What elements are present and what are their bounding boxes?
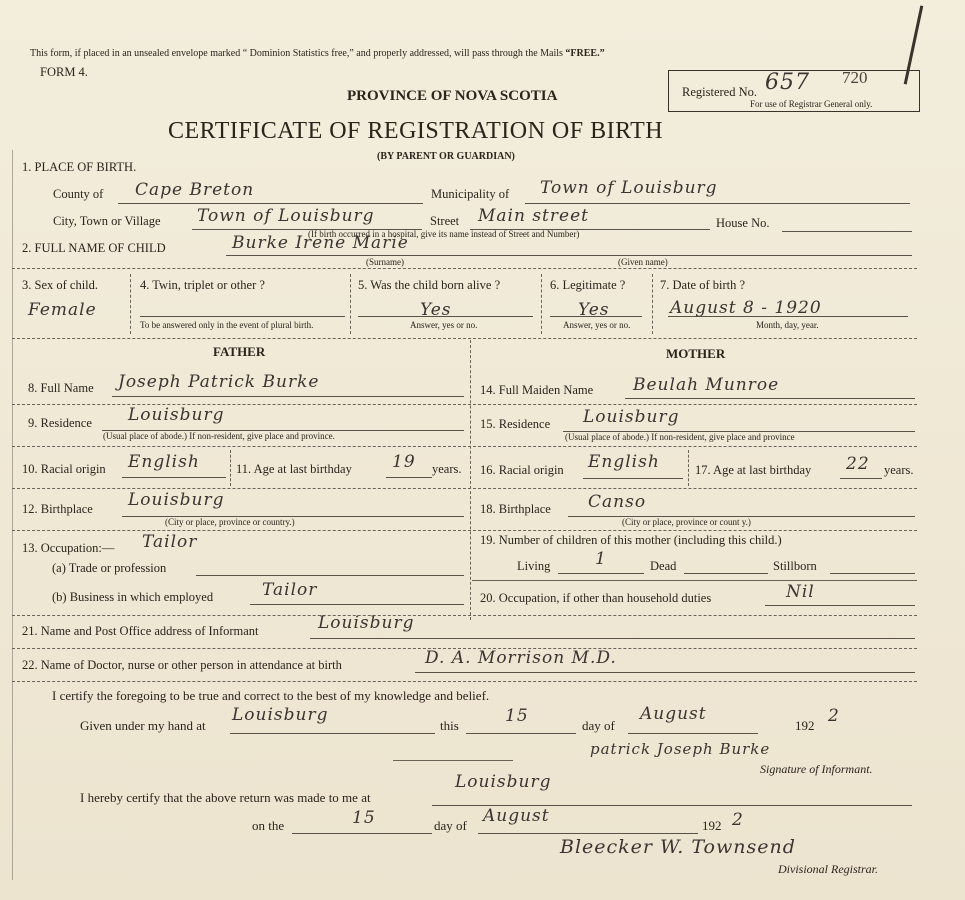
doctor-line xyxy=(415,672,915,673)
dob-value: August 8 - 1920 xyxy=(670,298,822,318)
document-title: CERTIFICATE OF REGISTRATION OF BIRTH xyxy=(168,118,664,144)
mother-name-value: Beulah Munroe xyxy=(633,375,780,395)
municipality-value: Town of Louisburg xyxy=(540,178,718,198)
father-birthplace-note: (City or place, province or country.) xyxy=(165,517,295,527)
mother-heading: MOTHER xyxy=(666,346,726,361)
postal-note-free: “FREE.” xyxy=(565,48,605,59)
stillborn-line xyxy=(830,573,915,574)
certify-text: I certify the foregoing to be true and correct to the best of my knowledge and belief. xyxy=(52,688,490,703)
mother-age-unit: years. xyxy=(884,463,914,477)
divider xyxy=(12,681,917,682)
children-label: 19. Number of children of this mother (including this child.) xyxy=(480,533,782,547)
house-line xyxy=(782,231,912,232)
on-the-label: on the xyxy=(252,818,285,833)
father-occupation-label: 13. Occupation:— xyxy=(22,541,115,555)
hospital-note: (If birth occurred in a hospital, give its name instead of Street and Number) xyxy=(308,229,580,239)
mother-occupation-label: 20. Occupation, if other than household duties xyxy=(480,591,712,605)
given-line xyxy=(230,733,435,734)
year-prefix: 192 xyxy=(795,718,815,733)
day-line xyxy=(466,733,576,734)
registrar-note: For use of Registrar General only. xyxy=(750,99,873,109)
registrar-signature: Bleecker W. Townsend xyxy=(560,836,796,858)
father-racial-label: 10. Racial origin xyxy=(22,462,106,476)
father-age-unit: years. xyxy=(432,462,462,476)
father-residence-label: 9. Residence xyxy=(28,416,92,430)
mother-age-label: 17. Age at last birthday xyxy=(695,463,812,477)
postal-note xyxy=(30,48,605,59)
house-label: House No. xyxy=(716,216,770,230)
divider xyxy=(12,446,917,447)
city-label: City, Town or Village xyxy=(53,214,161,228)
dob-note: Month, day, year. xyxy=(756,320,819,330)
trade-label: (a) Trade or profession xyxy=(52,561,167,575)
divider xyxy=(230,450,231,486)
divider xyxy=(12,615,917,616)
registrar-text: I hereby certify that the above return was made to me at xyxy=(80,790,371,805)
informant-value: Louisburg xyxy=(318,613,415,633)
divider xyxy=(470,340,471,620)
business-label: (b) Business in which employed xyxy=(52,590,214,604)
this-label: this xyxy=(440,718,459,733)
father-residence-note: (Usual place of abode.) If non-resident, give place and province. xyxy=(103,431,335,441)
father-age-value: 19 xyxy=(392,452,416,472)
alive-note: Answer, yes or no. xyxy=(410,320,478,330)
year-suffix: 2 xyxy=(828,706,840,726)
mother-age-line xyxy=(840,478,882,479)
living-line xyxy=(558,573,644,574)
sex-value: Female xyxy=(28,300,97,320)
registrar-caption: Divisional Registrar. xyxy=(778,862,879,876)
divider xyxy=(12,268,917,269)
informant-label: 21. Name and Post Office address of Informant xyxy=(22,624,259,638)
municipality-line xyxy=(525,203,910,204)
document-subtitle: (BY PARENT OR GUARDIAN) xyxy=(377,151,515,162)
child-name-label: 2. FULL NAME OF CHILD xyxy=(22,241,166,255)
doctor-value: D. A. Morrison M.D. xyxy=(425,648,617,668)
day-of-label: day of xyxy=(582,718,615,733)
county-value: Cape Breton xyxy=(135,180,255,200)
street-value: Main street xyxy=(478,206,589,226)
child-name-value: Burke Irene Marie xyxy=(232,233,409,253)
mother-residence-value: Louisburg xyxy=(583,407,680,427)
signature-rule xyxy=(393,760,513,761)
father-racial-line xyxy=(122,477,226,478)
alive-label: 5. Was the child born alive ? xyxy=(358,278,501,292)
province-heading: PROVINCE OF NOVA SCOTIA xyxy=(347,88,558,104)
county-line xyxy=(118,203,423,204)
given-label: Given under my hand at xyxy=(80,718,206,733)
alive-value: Yes xyxy=(420,300,452,320)
reg-year-suffix: 2 xyxy=(732,810,744,830)
business-value: Tailor xyxy=(262,580,318,600)
mother-occupation-value: Nil xyxy=(786,582,815,602)
sex-label: 3. Sex of child. xyxy=(22,278,99,292)
living-value: 1 xyxy=(595,549,607,569)
twin-note: To be answered only in the event of plural birth. xyxy=(140,320,314,330)
father-age-line xyxy=(386,477,432,478)
business-line xyxy=(250,604,464,605)
mother-age-value: 22 xyxy=(846,454,870,474)
divider xyxy=(350,274,351,334)
legit-value: Yes xyxy=(578,300,610,320)
father-residence-value: Louisburg xyxy=(128,405,225,425)
city-value: Town of Louisburg xyxy=(197,206,375,226)
month-value: August xyxy=(640,704,707,724)
divider xyxy=(541,274,542,334)
mother-racial-line xyxy=(583,478,683,479)
father-name-label: 8. Full Name xyxy=(28,381,94,395)
reg-day-line xyxy=(292,833,432,834)
mother-birthplace-value: Canso xyxy=(588,492,647,512)
stillborn-label: Stillborn xyxy=(773,559,817,573)
doctor-label: 22. Name of Doctor, nurse or other person in attendance at birth xyxy=(22,658,342,672)
father-occupation-value: Tailor xyxy=(142,532,198,552)
father-heading: FATHER xyxy=(213,344,266,359)
mother-occupation-line xyxy=(765,605,915,606)
mother-racial-value: English xyxy=(588,452,660,472)
left-border xyxy=(12,150,13,880)
street-label: Street xyxy=(430,214,460,228)
father-birthplace-value: Louisburg xyxy=(128,490,225,510)
place-of-birth-heading: 1. PLACE OF BIRTH. xyxy=(22,160,137,174)
mother-name-label: 14. Full Maiden Name xyxy=(480,383,594,397)
divider xyxy=(688,450,689,486)
divider xyxy=(472,580,917,581)
registered-number-extra: 720 xyxy=(842,68,868,87)
dob-line xyxy=(668,316,908,317)
divider xyxy=(12,488,917,489)
reg-day-of-label: day of xyxy=(434,818,467,833)
father-name-value: Joseph Patrick Burke xyxy=(118,372,320,392)
given-place: Louisburg xyxy=(232,705,329,725)
mother-residence-note: (Usual place of abode.) If non-resident, give place and province xyxy=(565,432,795,442)
dead-label: Dead xyxy=(650,559,677,573)
father-birthplace-label: 12. Birthplace xyxy=(22,502,93,516)
given-caption: (Given name) xyxy=(618,257,668,267)
father-racial-value: English xyxy=(128,452,200,472)
informant-signature: patrick Joseph Burke xyxy=(590,740,771,758)
divider xyxy=(12,530,917,531)
registered-label: Registered No. xyxy=(682,85,757,99)
legit-label: 6. Legitimate ? xyxy=(550,278,626,292)
month-line xyxy=(628,733,758,734)
legit-line xyxy=(550,316,642,317)
registered-number: 657 xyxy=(765,70,810,95)
mother-residence-label: 15. Residence xyxy=(480,417,551,431)
dob-label: 7. Date of birth ? xyxy=(660,278,746,292)
divider xyxy=(652,274,653,334)
living-label: Living xyxy=(517,559,551,573)
mother-birthplace-label: 18. Birthplace xyxy=(480,502,551,516)
trade-line xyxy=(196,575,464,576)
father-age-label: 11. Age at last birthday xyxy=(236,462,352,476)
reg-year-prefix: 192 xyxy=(702,818,722,833)
postal-note-text: This form, if placed in an unsealed envelope marked “ Dominion Statistics free,” and properly addressed, will pass through the Mails xyxy=(30,48,563,59)
reg-day-value: 15 xyxy=(352,808,376,828)
reg-month-line xyxy=(478,833,698,834)
municipality-label: Municipality of xyxy=(431,187,510,201)
alive-line xyxy=(358,316,533,317)
child-name-line xyxy=(226,255,912,256)
dead-line xyxy=(684,573,768,574)
legit-note: Answer, yes or no. xyxy=(563,320,631,330)
divider xyxy=(130,274,131,334)
twin-line xyxy=(140,316,345,317)
informant-line xyxy=(310,638,915,639)
form-number: FORM 4. xyxy=(40,65,88,79)
reg-month-value: August xyxy=(483,806,550,826)
mother-name-line xyxy=(625,398,915,399)
mother-racial-label: 16. Racial origin xyxy=(480,463,564,477)
registrar-place: Louisburg xyxy=(455,772,552,792)
surname-caption: (Surname) xyxy=(366,257,404,267)
father-name-line xyxy=(112,396,464,397)
day-value: 15 xyxy=(505,706,529,726)
mother-birthplace-note: (City or place, province or count y.) xyxy=(622,517,751,527)
informant-caption: Signature of Informant. xyxy=(760,762,873,776)
county-label: County of xyxy=(53,187,104,201)
divider xyxy=(12,338,917,339)
twin-label: 4. Twin, triplet or other ? xyxy=(140,278,265,292)
